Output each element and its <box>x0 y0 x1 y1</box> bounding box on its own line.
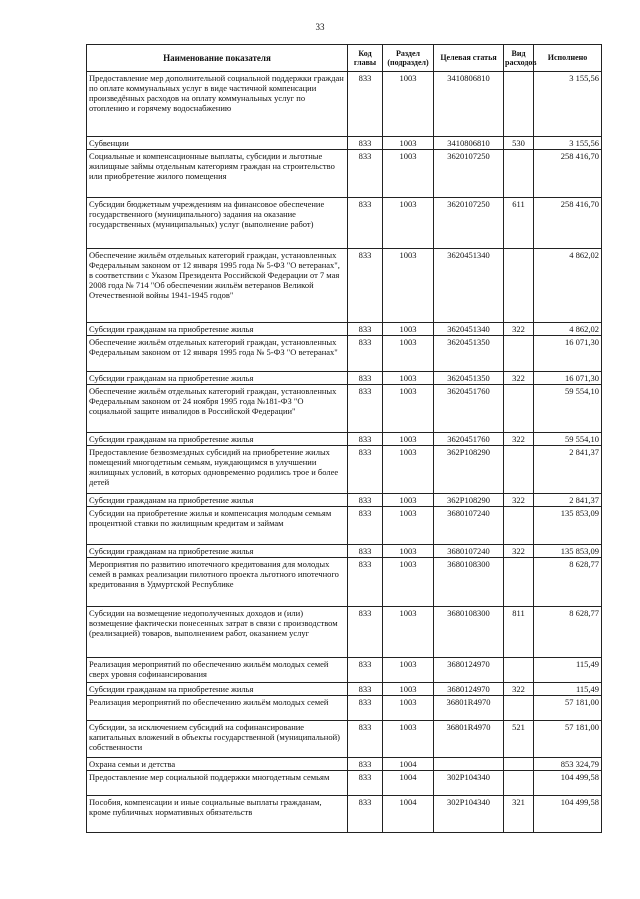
row-article: 3620451350 <box>434 372 504 385</box>
row-type: 321 <box>504 796 534 833</box>
table-row <box>87 385 602 433</box>
row-amount: 16 071,30 <box>534 336 602 372</box>
row-code: 833 <box>348 323 383 336</box>
header-code: Код главы <box>348 45 383 72</box>
row-type <box>504 72 534 137</box>
row-section: 1003 <box>383 72 434 137</box>
row-type: 322 <box>504 545 534 558</box>
row-section: 1003 <box>383 696 434 721</box>
row-code: 833 <box>348 494 383 507</box>
row-section: 1003 <box>383 150 434 198</box>
header-amount: Исполнено <box>534 45 602 72</box>
row-article: 3620451350 <box>434 336 504 372</box>
row-article: 3680108300 <box>434 607 504 658</box>
row-type <box>504 771 534 796</box>
row-code: 833 <box>348 607 383 658</box>
table-row <box>87 696 602 721</box>
row-amount: 258 416,70 <box>534 150 602 198</box>
row-article: 3620451340 <box>434 323 504 336</box>
row-code: 833 <box>348 771 383 796</box>
table-row <box>87 336 602 372</box>
row-name: Мероприятия по развитию ипотечного кредитования для молодых семей в рамках реализации пилотного проекта льготного ипотечного кредитования в Удмуртской Республике <box>87 558 348 607</box>
row-amount: 853 324,79 <box>534 758 602 771</box>
row-amount: 104 499,58 <box>534 796 602 833</box>
row-section: 1003 <box>383 683 434 696</box>
row-article: 362P108290 <box>434 446 504 494</box>
row-section: 1003 <box>383 446 434 494</box>
row-name: Обеспечение жильём отдельных категорий граждан, установленных Федеральным законом от 24 ноября 1995 года №181-ФЗ "О социальной защите инвалидов в Российской Федерации" <box>87 385 348 433</box>
row-section: 1003 <box>383 249 434 323</box>
row-type <box>504 385 534 433</box>
table-row <box>87 658 602 683</box>
row-code: 833 <box>348 658 383 683</box>
table-row <box>87 507 602 545</box>
row-type: 322 <box>504 683 534 696</box>
row-code: 833 <box>348 385 383 433</box>
row-article: 3680108300 <box>434 558 504 607</box>
row-article: 3620451760 <box>434 433 504 446</box>
row-amount: 8 628,77 <box>534 607 602 658</box>
row-code: 833 <box>348 758 383 771</box>
row-amount: 2 841,37 <box>534 446 602 494</box>
row-section: 1003 <box>383 385 434 433</box>
table-row <box>87 558 602 607</box>
row-section: 1003 <box>383 558 434 607</box>
row-name: Социальные и компенсационные выплаты, субсидии и льготные жилищные займы отдельным категориям граждан на строительство или приобретение жилого помещения <box>87 150 348 198</box>
row-amount: 258 416,70 <box>534 198 602 249</box>
table-row <box>87 372 602 385</box>
row-section: 1003 <box>383 494 434 507</box>
table-body <box>87 72 602 833</box>
row-type <box>504 336 534 372</box>
table-row <box>87 433 602 446</box>
row-section: 1003 <box>383 137 434 150</box>
row-code: 833 <box>348 796 383 833</box>
row-type <box>504 150 534 198</box>
row-name: Обеспечение жильём отдельных категорий граждан, установленных Федеральным законом от 12 января 1995 года № 5-ФЗ "О ветеранах", в соответствии с Указом Президента Российской Федерации от 7 мая 2008 года № 714 "Об обеспечении жильём ветеранов Великой Отечественной войны 1941-1945 годов" <box>87 249 348 323</box>
table-row <box>87 198 602 249</box>
row-type: 811 <box>504 607 534 658</box>
row-article: 3680124970 <box>434 658 504 683</box>
row-code: 833 <box>348 696 383 721</box>
row-article: 3620107250 <box>434 150 504 198</box>
table-row <box>87 721 602 758</box>
row-article: 3620451760 <box>434 385 504 433</box>
row-type <box>504 507 534 545</box>
row-type <box>504 558 534 607</box>
header-name: Наименование показателя <box>87 45 348 72</box>
row-name: Охрана семьи и детства <box>87 758 348 771</box>
row-name: Предоставление мер социальной поддержки многодетным семьям <box>87 771 348 796</box>
row-name: Предоставление безвозмездных субсидий на приобретение жилых помещений многодетным семьям, нуждающимся в улучшении жилищных условий, в которых одновременно родились трое и более детей <box>87 446 348 494</box>
row-type: 521 <box>504 721 534 758</box>
row-name: Пособия, компенсации и иные социальные выплаты гражданам, кроме публичных нормативных обязательств <box>87 796 348 833</box>
row-section: 1003 <box>383 607 434 658</box>
row-article: 3620451340 <box>434 249 504 323</box>
row-section: 1003 <box>383 658 434 683</box>
row-amount: 2 841,37 <box>534 494 602 507</box>
table-row <box>87 323 602 336</box>
row-name: Реализация мероприятий по обеспечению жильём молодых семей <box>87 696 348 721</box>
row-article <box>434 758 504 771</box>
table-row <box>87 758 602 771</box>
row-code: 833 <box>348 507 383 545</box>
row-amount: 59 554,10 <box>534 385 602 433</box>
row-code: 833 <box>348 545 383 558</box>
table-row <box>87 545 602 558</box>
table-row <box>87 150 602 198</box>
table-row <box>87 771 602 796</box>
row-amount: 115,49 <box>534 683 602 696</box>
row-amount: 104 499,58 <box>534 771 602 796</box>
row-name: Субсидии гражданам на приобретение жилья <box>87 433 348 446</box>
row-type <box>504 758 534 771</box>
row-code: 833 <box>348 249 383 323</box>
table-row <box>87 683 602 696</box>
row-name: Субсидии гражданам на приобретение жилья <box>87 494 348 507</box>
row-code: 833 <box>348 558 383 607</box>
row-type: 322 <box>504 433 534 446</box>
row-section: 1003 <box>383 721 434 758</box>
row-type <box>504 696 534 721</box>
row-name: Субсидии гражданам на приобретение жилья <box>87 323 348 336</box>
table-row <box>87 796 602 833</box>
table-row <box>87 494 602 507</box>
row-amount: 8 628,77 <box>534 558 602 607</box>
row-article: 36801R4970 <box>434 696 504 721</box>
row-amount: 57 181,00 <box>534 696 602 721</box>
header-article: Целевая статья <box>434 45 504 72</box>
page-number: 33 <box>315 22 325 32</box>
row-code: 833 <box>348 336 383 372</box>
table-row <box>87 446 602 494</box>
row-name: Субвенции <box>87 137 348 150</box>
table-row <box>87 72 602 137</box>
row-name: Субсидии бюджетным учреждениям на финансовое обеспечение государственного (муниципального) задания на оказание государственных (муниципальных) услуг (выполнение работ) <box>87 198 348 249</box>
row-name: Субсидии гражданам на приобретение жилья <box>87 683 348 696</box>
row-amount: 135 853,09 <box>534 507 602 545</box>
row-section: 1003 <box>383 545 434 558</box>
header-type: Вид расходов <box>504 45 534 72</box>
row-amount: 4 862,02 <box>534 323 602 336</box>
row-section: 1004 <box>383 758 434 771</box>
row-amount: 3 155,56 <box>534 137 602 150</box>
row-section: 1004 <box>383 796 434 833</box>
row-article: 3410806810 <box>434 72 504 137</box>
row-article: 3620107250 <box>434 198 504 249</box>
table-row <box>87 607 602 658</box>
row-name: Субсидии гражданам на приобретение жилья <box>87 545 348 558</box>
row-amount: 57 181,00 <box>534 721 602 758</box>
row-name: Субсидии, за исключением субсидий на софинансирование капитальных вложений в объекты государственной (муниципальной) собственности <box>87 721 348 758</box>
row-article: 362P108290 <box>434 494 504 507</box>
row-article: 3680107240 <box>434 545 504 558</box>
table-header-row <box>87 45 602 72</box>
budget-execution-table <box>86 44 602 833</box>
table-row <box>87 137 602 150</box>
row-name: Предоставление мер дополнительной социальной поддержки граждан по оплате коммунальных услуг в виде частичной компенсации произведённых расходов на оплату коммунальных услуг по отоплению и горячему водоснабжению <box>87 72 348 137</box>
row-name: Субсидии гражданам на приобретение жилья <box>87 372 348 385</box>
row-code: 833 <box>348 372 383 385</box>
row-section: 1003 <box>383 507 434 545</box>
row-type <box>504 249 534 323</box>
row-code: 833 <box>348 198 383 249</box>
row-name: Субсидии на приобретение жилья и компенсация молодым семьям процентной ставки по жилищным кредитам и займам <box>87 507 348 545</box>
row-amount: 115,49 <box>534 658 602 683</box>
row-amount: 16 071,30 <box>534 372 602 385</box>
row-type: 322 <box>504 372 534 385</box>
row-section: 1003 <box>383 323 434 336</box>
table-row <box>87 249 602 323</box>
row-type: 530 <box>504 137 534 150</box>
header-section: Раздел (подраздел) <box>383 45 434 72</box>
row-article: 36801R4970 <box>434 721 504 758</box>
row-section: 1003 <box>383 336 434 372</box>
row-section: 1004 <box>383 771 434 796</box>
row-name: Реализация мероприятий по обеспечению жильём молодых семей сверх уровня софинансирования <box>87 658 348 683</box>
row-amount: 59 554,10 <box>534 433 602 446</box>
row-code: 833 <box>348 137 383 150</box>
row-amount: 135 853,09 <box>534 545 602 558</box>
row-type <box>504 446 534 494</box>
row-code: 833 <box>348 72 383 137</box>
row-code: 833 <box>348 446 383 494</box>
row-type: 322 <box>504 494 534 507</box>
row-section: 1003 <box>383 372 434 385</box>
row-code: 833 <box>348 683 383 696</box>
row-type <box>504 658 534 683</box>
row-article: 3680124970 <box>434 683 504 696</box>
row-article: 302P104340 <box>434 796 504 833</box>
row-article: 302P104340 <box>434 771 504 796</box>
row-name: Обеспечение жильём отдельных категорий граждан, установленных Федеральным законом от 12 января 1995 года № 5-ФЗ "О ветеранах" <box>87 336 348 372</box>
row-code: 833 <box>348 150 383 198</box>
row-code: 833 <box>348 721 383 758</box>
row-article: 3680107240 <box>434 507 504 545</box>
row-type: 322 <box>504 323 534 336</box>
row-amount: 4 862,02 <box>534 249 602 323</box>
row-amount: 3 155,56 <box>534 72 602 137</box>
row-section: 1003 <box>383 433 434 446</box>
row-type: 611 <box>504 198 534 249</box>
row-article: 3410806810 <box>434 137 504 150</box>
row-name: Субсидии на возмещение недополученных доходов и (или) возмещение фактически понесенных затрат в связи с производством (реализацией) товаров, выполнением работ, оказанием услуг <box>87 607 348 658</box>
row-section: 1003 <box>383 198 434 249</box>
row-code: 833 <box>348 433 383 446</box>
